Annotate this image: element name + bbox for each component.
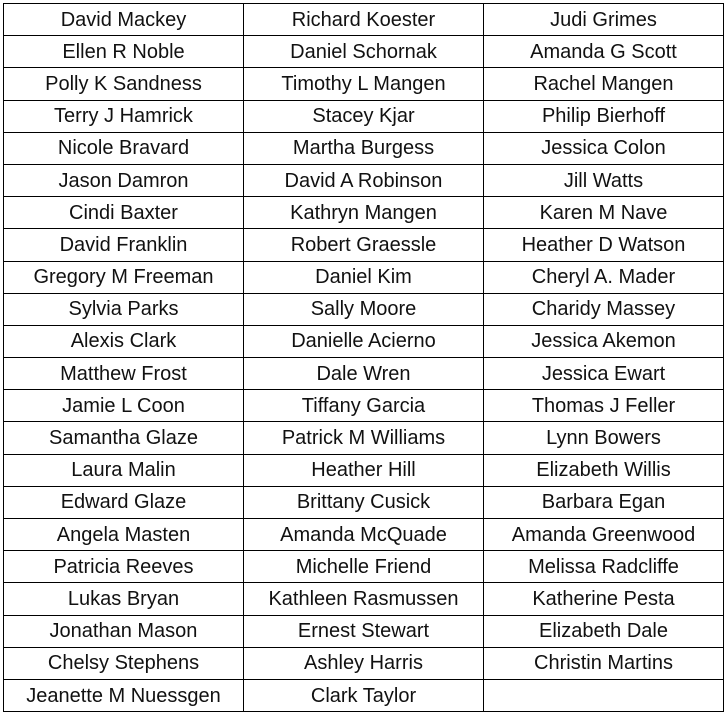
- name-cell: Nicole Bravard: [4, 132, 244, 164]
- name-cell: Polly K Sandness: [4, 68, 244, 100]
- table-row: [4, 325, 724, 357]
- name-cell: Chelsy Stephens: [4, 647, 244, 679]
- name-cell: Jessica Ewart: [484, 358, 724, 390]
- name-cell: Ernest Stewart: [244, 615, 484, 647]
- name-cell: Matthew Frost: [4, 358, 244, 390]
- table-row: [4, 197, 724, 229]
- name-table: [3, 3, 724, 712]
- name-cell: Lukas Bryan: [4, 583, 244, 615]
- name-cell: Patrick M Williams: [244, 422, 484, 454]
- name-cell: Karen M Nave: [484, 197, 724, 229]
- table-row: [4, 647, 724, 679]
- name-cell: Daniel Schornak: [244, 36, 484, 68]
- name-cell: Elizabeth Willis: [484, 454, 724, 486]
- name-cell: Rachel Mangen: [484, 68, 724, 100]
- table-row: [4, 100, 724, 132]
- name-cell: Amanda McQuade: [244, 519, 484, 551]
- name-cell: Stacey Kjar: [244, 100, 484, 132]
- name-cell: Laura Malin: [4, 454, 244, 486]
- table-row: [4, 454, 724, 486]
- name-cell: Gregory M Freeman: [4, 261, 244, 293]
- name-cell: Jason Damron: [4, 164, 244, 196]
- name-cell: Kathryn Mangen: [244, 197, 484, 229]
- table-row: [4, 36, 724, 68]
- name-cell: Tiffany Garcia: [244, 390, 484, 422]
- name-cell: Timothy L Mangen: [244, 68, 484, 100]
- name-cell: Martha Burgess: [244, 132, 484, 164]
- name-cell: Heather Hill: [244, 454, 484, 486]
- name-cell: Alexis Clark: [4, 325, 244, 357]
- name-cell: Terry J Hamrick: [4, 100, 244, 132]
- name-cell: Samantha Glaze: [4, 422, 244, 454]
- name-cell: Angela Masten: [4, 519, 244, 551]
- table-row: [4, 583, 724, 615]
- name-cell: Jonathan Mason: [4, 615, 244, 647]
- name-cell: Katherine Pesta: [484, 583, 724, 615]
- name-cell: Jill Watts: [484, 164, 724, 196]
- name-cell: David A Robinson: [244, 164, 484, 196]
- name-cell: David Franklin: [4, 229, 244, 261]
- name-cell: Melissa Radcliffe: [484, 551, 724, 583]
- name-cell: Cindi Baxter: [4, 197, 244, 229]
- table-row: [4, 519, 724, 551]
- name-cell: Thomas J Feller: [484, 390, 724, 422]
- table-row: [4, 229, 724, 261]
- name-cell: Lynn Bowers: [484, 422, 724, 454]
- name-cell: Jamie L Coon: [4, 390, 244, 422]
- name-cell: David Mackey: [4, 4, 244, 36]
- name-cell: [484, 679, 724, 711]
- name-cell: Sally Moore: [244, 293, 484, 325]
- name-cell: Sylvia Parks: [4, 293, 244, 325]
- name-cell: Robert Graessle: [244, 229, 484, 261]
- name-cell: Dale Wren: [244, 358, 484, 390]
- name-cell: Ellen R Noble: [4, 36, 244, 68]
- table-row: [4, 615, 724, 647]
- name-cell: Barbara Egan: [484, 486, 724, 518]
- table-row: [4, 164, 724, 196]
- name-cell: Judi Grimes: [484, 4, 724, 36]
- table-row: [4, 390, 724, 422]
- table-row: [4, 422, 724, 454]
- name-cell: Christin Martins: [484, 647, 724, 679]
- name-cell: Jessica Colon: [484, 132, 724, 164]
- name-cell: Daniel Kim: [244, 261, 484, 293]
- name-cell: Amanda Greenwood: [484, 519, 724, 551]
- table-row: [4, 551, 724, 583]
- name-cell: Edward Glaze: [4, 486, 244, 518]
- name-cell: Brittany Cusick: [244, 486, 484, 518]
- table-row: [4, 679, 724, 711]
- name-cell: Ashley Harris: [244, 647, 484, 679]
- table-row: [4, 358, 724, 390]
- name-cell: Jeanette M Nuessgen: [4, 679, 244, 711]
- name-cell: Danielle Acierno: [244, 325, 484, 357]
- table-row: [4, 293, 724, 325]
- name-cell: Elizabeth Dale: [484, 615, 724, 647]
- name-cell: Clark Taylor: [244, 679, 484, 711]
- name-cell: Philip Bierhoff: [484, 100, 724, 132]
- name-cell: Jessica Akemon: [484, 325, 724, 357]
- table-row: [4, 68, 724, 100]
- name-cell: Amanda G Scott: [484, 36, 724, 68]
- name-cell: Heather D Watson: [484, 229, 724, 261]
- name-cell: Michelle Friend: [244, 551, 484, 583]
- name-cell: Richard Koester: [244, 4, 484, 36]
- name-cell: Cheryl A. Mader: [484, 261, 724, 293]
- table-row: [4, 132, 724, 164]
- name-cell: Patricia Reeves: [4, 551, 244, 583]
- name-table-body: [4, 4, 724, 712]
- table-row: [4, 4, 724, 36]
- name-cell: Kathleen Rasmussen: [244, 583, 484, 615]
- table-row: [4, 261, 724, 293]
- table-row: [4, 486, 724, 518]
- name-cell: Charidy Massey: [484, 293, 724, 325]
